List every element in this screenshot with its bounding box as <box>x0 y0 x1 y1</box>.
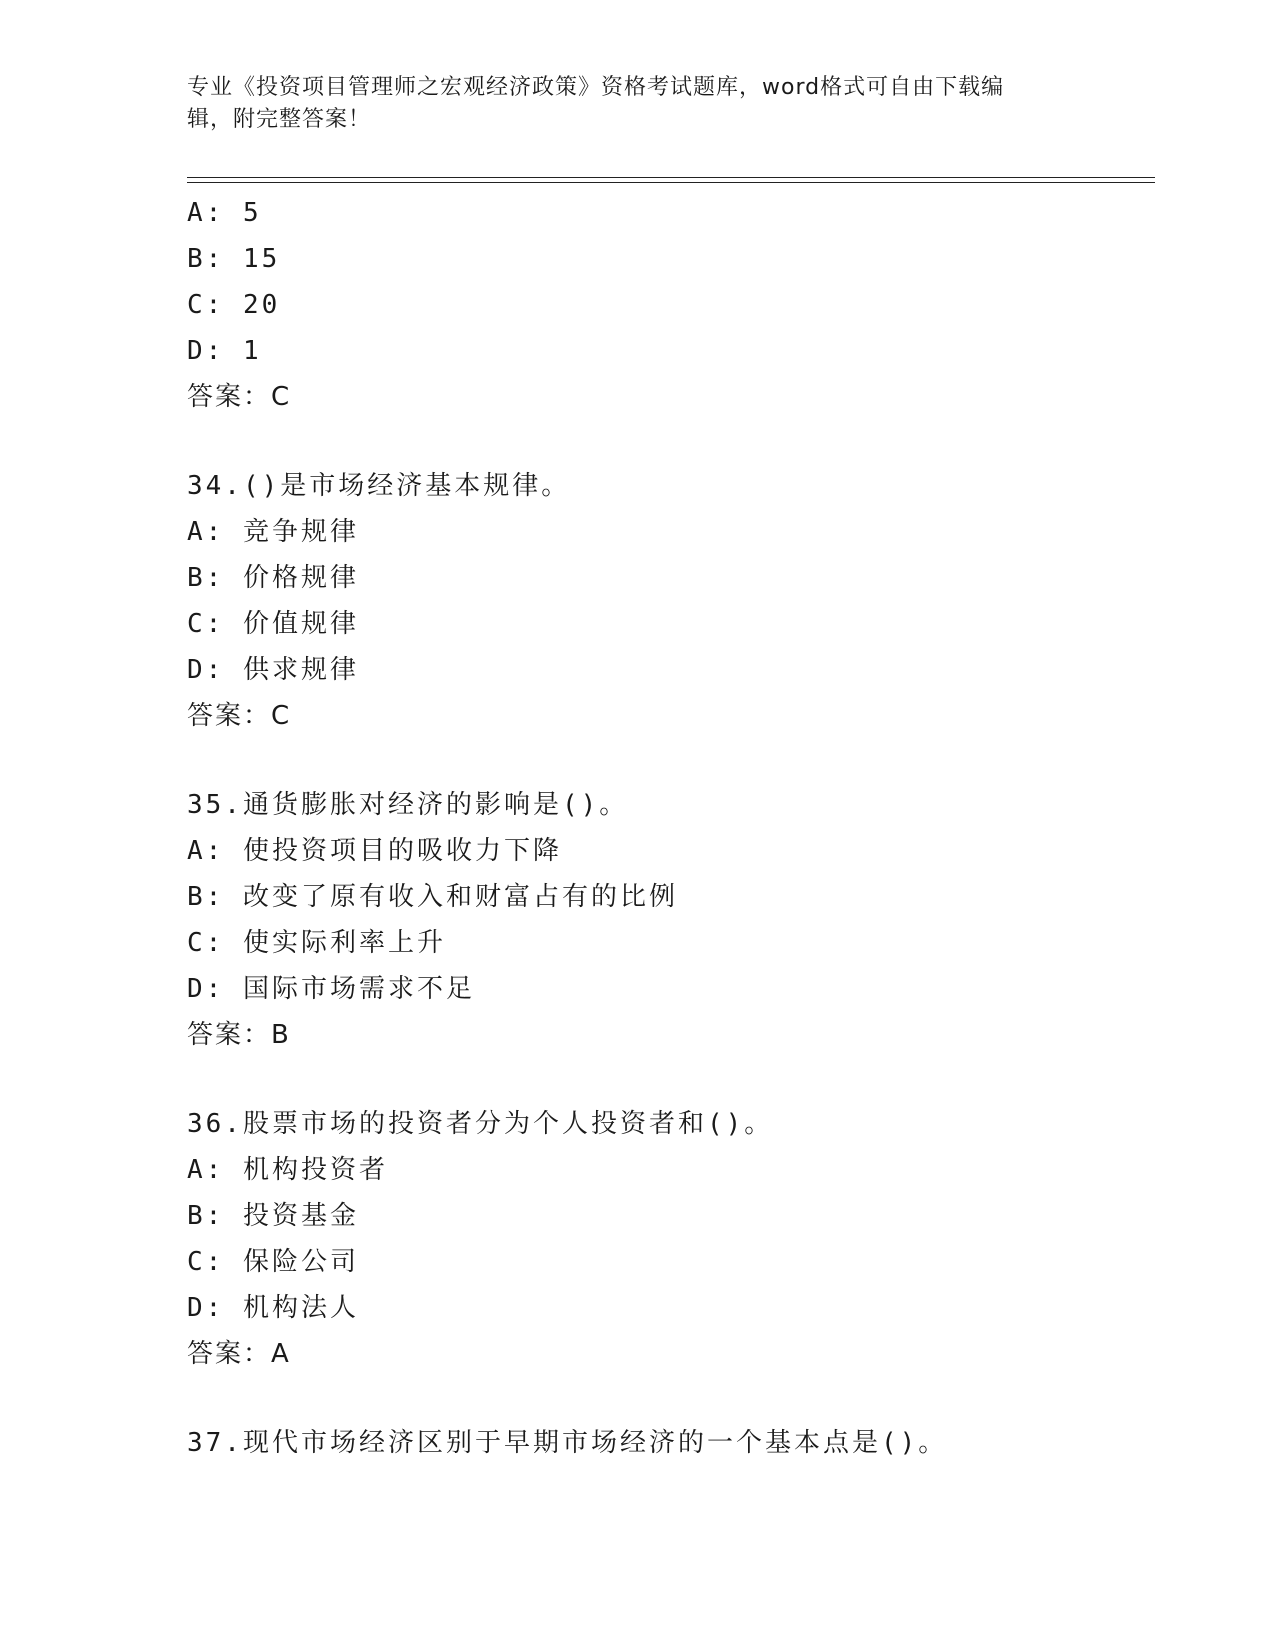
question-text: 34.()是市场经济基本规律。 <box>187 471 571 501</box>
spacer <box>187 739 1155 782</box>
question-text: 36.股票市场的投资者分为个人投资者和()。 <box>187 1109 774 1139</box>
option-b: B: 价格规律 <box>187 563 359 593</box>
answer-line: 答案：B <box>187 1020 291 1050</box>
option-d: D: 供求规律 <box>187 655 359 685</box>
question-text: 35.通货膨胀对经济的影响是()。 <box>187 790 629 820</box>
question-block-34 <box>187 463 1155 739</box>
question-block-37 <box>187 1420 1155 1466</box>
option-c: C: 使实际利率上升 <box>187 928 446 958</box>
answer-line: 答案：C <box>187 382 292 412</box>
option-c: C: 保险公司 <box>187 1247 359 1277</box>
option-b: B: 改变了原有收入和财富占有的比例 <box>187 882 678 912</box>
option-d: D: 机构法人 <box>187 1293 359 1323</box>
question-block-35 <box>187 782 1155 1058</box>
option-d: D: 1 <box>187 336 262 366</box>
option-b: B: 15 <box>187 244 281 274</box>
spacer <box>187 1377 1155 1420</box>
header-line-2: 辑，附完整答案！ <box>187 107 372 132</box>
answer-line: 答案：A <box>187 1339 291 1369</box>
option-c: C: 价值规律 <box>187 609 359 639</box>
header-line-1: 专业《投资项目管理师之宏观经济政策》资格考试题库，word格式可自由下载编 <box>187 75 1005 100</box>
spacer <box>187 420 1155 463</box>
question-block-33 <box>187 190 1155 420</box>
option-c: C: 20 <box>187 290 281 320</box>
option-a: A: 机构投资者 <box>187 1155 388 1185</box>
document-header <box>187 72 1087 136</box>
question-text: 37.现代市场经济区别于早期市场经济的一个基本点是()。 <box>187 1428 948 1458</box>
option-a: A: 竞争规律 <box>187 517 359 547</box>
answer-line: 答案：C <box>187 701 292 731</box>
option-d: D: 国际市场需求不足 <box>187 974 475 1004</box>
spacer <box>187 1058 1155 1101</box>
question-block-36 <box>187 1101 1155 1377</box>
question-list <box>187 190 1155 1466</box>
header-divider-bottom <box>187 182 1155 183</box>
option-a: A: 5 <box>187 198 262 228</box>
option-b: B: 投资基金 <box>187 1201 359 1231</box>
option-a: A: 使投资项目的吸收力下降 <box>187 836 562 866</box>
header-divider-top <box>187 177 1155 178</box>
